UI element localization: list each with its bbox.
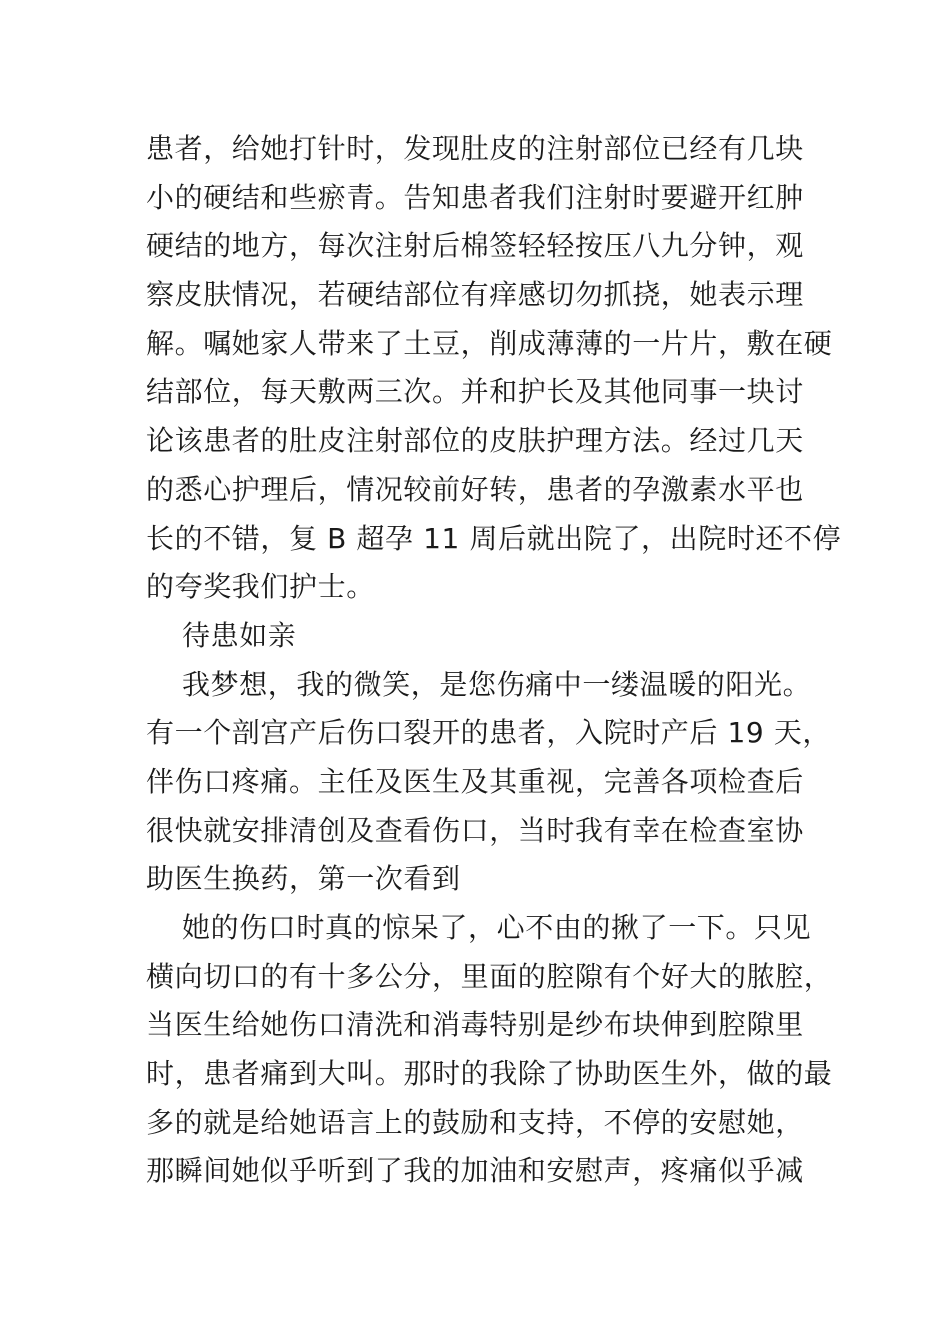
text-line: 时，患者痛到大叫。那时的我除了协助医生外，做的最 xyxy=(146,1057,833,1091)
text-line: 硬结的地方，每次注射后棉签轻轻按压八九分钟，观 xyxy=(146,229,804,263)
body-text xyxy=(146,125,842,1196)
text-line: 我梦想，我的微笑，是您伤痛中一缕温暖的阳光。 xyxy=(182,667,812,701)
text-line: 横向切口的有十多公分，里面的腔隙有个好大的脓腔， xyxy=(146,959,833,993)
text-line: 多的就是给她语言上的鼓励和支持，不停的安慰她， xyxy=(146,1105,804,1139)
text-line: 长的不错，复 B 超孕 11 周后就出院了，出院时还不停 xyxy=(146,521,842,555)
text-line: 她的伤口时真的惊呆了，心不由的揪了一下。只见 xyxy=(182,911,812,944)
text-line: 解。嘱她家人带来了土豆，削成薄薄的一片片，敷在硬 xyxy=(146,326,833,360)
text-line: 有一个剖宫产后伤口裂开的患者，入院时产后 19 天， xyxy=(146,716,832,750)
text-line: 患者，给她打针时，发现肚皮的注射部位已经有几块 xyxy=(146,132,804,165)
text-line: 待患如亲 xyxy=(182,618,297,652)
text-line: 察皮肤情况，若硬结部位有痒感切勿抓挠，她表示理 xyxy=(146,278,804,312)
text-line: 的悉心护理后，情况较前好转，患者的孕激素水平也 xyxy=(146,472,804,506)
text-line: 助医生换药，第一次看到 xyxy=(146,862,461,896)
text-line: 小的硬结和些瘀青。告知患者我们注射时要避开红肿 xyxy=(146,180,804,214)
text-line: 的夸奖我们护士。 xyxy=(146,570,375,604)
text-line: 伴伤口疼痛。主任及医生及其重视，完善各项检查后 xyxy=(146,764,804,798)
text-line: 那瞬间她似乎听到了我的加油和安慰声，疼痛似乎减 xyxy=(146,1154,804,1188)
text-line: 当医生给她伤口清洗和消毒特别是纱布块伸到腔隙里 xyxy=(146,1008,804,1042)
text-line: 结部位，每天敷两三次。并和护长及其他同事一块讨 xyxy=(146,375,804,409)
text-line: 很快就安排清创及查看伤口，当时我有幸在检查室协 xyxy=(146,813,804,847)
text-line: 论该患者的肚皮注射部位的皮肤护理方法。经过几天 xyxy=(146,424,804,458)
